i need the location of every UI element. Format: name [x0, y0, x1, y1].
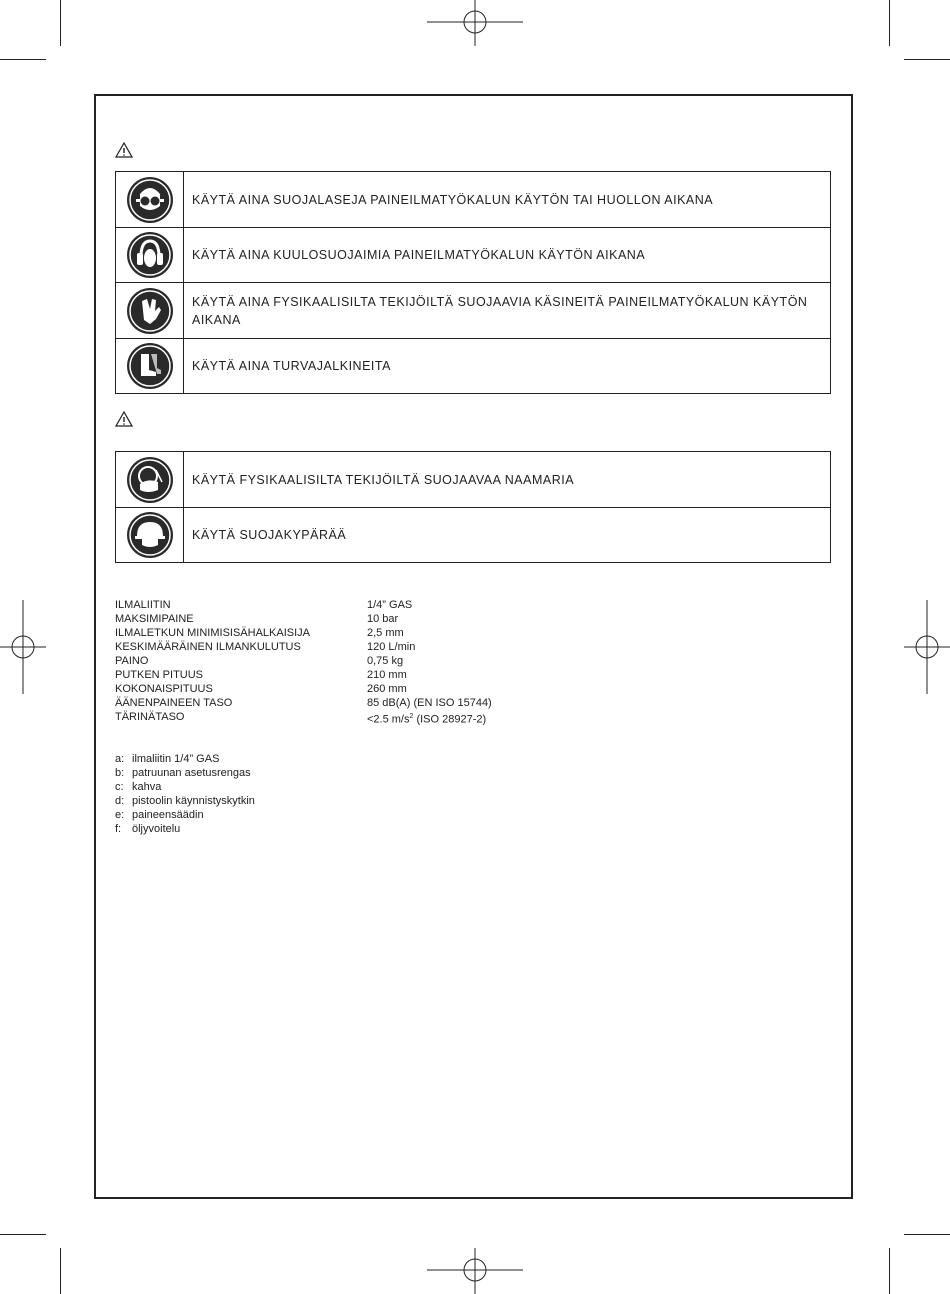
part-text: kahva [132, 781, 162, 793]
spec-label: ÄÄNENPAINEEN TASO [115, 697, 233, 709]
registration-mark-left [0, 600, 46, 694]
icon-cell [116, 228, 184, 282]
list-item [115, 808, 255, 822]
row-text: KÄYTÄ AINA FYSIKAALISILTA TEKIJÖILTÄ SUOJAAVIA KÄSINEITÄ PAINEILMATYÖKALUN KÄYTÖN AIKANA [192, 294, 808, 327]
spec-row [115, 710, 492, 727]
ear-protection-icon [126, 231, 174, 279]
table-row [115, 228, 831, 283]
crop-mark [0, 59, 46, 60]
list-item [115, 794, 255, 808]
spec-row [115, 668, 492, 682]
crop-mark [60, 0, 61, 46]
spec-value: 1/4” GAS [367, 599, 413, 611]
list-item [115, 752, 255, 766]
spec-label: ILMALIITIN [115, 599, 171, 611]
parts-list [115, 752, 255, 836]
part-text: ilmaliitin 1/4” GAS [132, 753, 220, 765]
spec-value [367, 710, 486, 727]
warning-triangle-icon [115, 142, 133, 158]
spec-label: ILMALETKUN MINIMISISÄHALKAISIJA [115, 627, 310, 639]
list-item [115, 822, 255, 836]
icon-cell [116, 452, 184, 507]
warning-triangle-icon [115, 411, 133, 427]
registration-mark-bottom [427, 1246, 523, 1294]
icon-cell [116, 508, 184, 562]
registration-mark-right [904, 600, 950, 694]
hard-hat-icon [126, 511, 174, 559]
spec-row [115, 626, 492, 640]
spec-value: 0,75 kg [367, 655, 404, 667]
vibration-value: <2.5 m/s [367, 713, 410, 726]
spec-label: KESKIMÄÄRÄINEN ILMANKULUTUS [115, 641, 301, 653]
spec-row [115, 640, 492, 654]
crop-mark [60, 1248, 61, 1294]
vibration-exponent: 2 [409, 713, 414, 720]
registration-mark-top [427, 0, 523, 48]
part-letter: f: [115, 823, 122, 835]
ppe-table-recommended [115, 451, 831, 563]
spec-value: 10 bar [367, 613, 399, 625]
spec-row [115, 696, 492, 710]
crop-mark [889, 0, 890, 46]
spec-value: 85 dB(A) (EN ISO 15744) [367, 697, 492, 709]
crop-mark [0, 1234, 46, 1235]
vibration-standard: (ISO 28927-2) [413, 713, 487, 726]
crop-mark [889, 1248, 890, 1294]
list-item [115, 766, 255, 780]
part-letter: c: [115, 781, 124, 793]
spec-label: PUTKEN PITUUS [115, 669, 204, 681]
row-text: KÄYTÄ AINA KUULOSUOJAIMIA PAINEILMATYÖKALUN KÄYTÖN AIKANA [192, 248, 646, 262]
safety-goggles-icon [126, 176, 174, 224]
safety-boots-icon [126, 342, 174, 390]
part-text: paineensäädin [132, 809, 204, 821]
row-text: KÄYTÄ AINA TURVAJALKINEITA [192, 359, 391, 373]
list-item [115, 780, 255, 794]
icon-cell [116, 172, 184, 227]
ppe-table-mandatory [115, 171, 831, 394]
part-letter: a: [115, 753, 125, 765]
part-letter: e: [115, 809, 125, 821]
spec-row [115, 682, 492, 696]
technical-specs [115, 598, 492, 727]
gloves-icon [126, 287, 174, 335]
icon-cell [116, 283, 184, 338]
spec-label: KOKONAISPITUUS [115, 683, 213, 695]
spec-value: 120 L/min [367, 641, 416, 653]
row-text: KÄYTÄ AINA SUOJALASEJA PAINEILMATYÖKALUN KÄYTÖN TAI HUOLLON AIKANA [192, 192, 714, 207]
table-row [115, 172, 831, 228]
part-text: patruunan asetusrengas [132, 767, 251, 779]
spec-row [115, 654, 492, 668]
part-letter: b: [115, 767, 125, 779]
icon-cell [116, 339, 184, 393]
spec-label: PAINO [115, 655, 149, 667]
spec-value: 2,5 mm [367, 627, 404, 639]
spec-row [115, 612, 492, 626]
spec-row [115, 598, 492, 612]
spec-label: MAKSIMIPAINE [115, 613, 194, 625]
spec-value: 260 mm [367, 683, 407, 695]
row-text: KÄYTÄ FYSIKAALISILTA TEKIJÖILTÄ SUOJAAVAA NAAMARIA [192, 472, 575, 487]
part-text: öljyvoitelu [132, 823, 181, 835]
spec-label: TÄRINÄTASO [115, 711, 185, 723]
crop-mark [904, 59, 950, 60]
face-mask-icon [126, 456, 174, 504]
spec-value: 210 mm [367, 669, 407, 681]
table-row [115, 452, 831, 508]
part-letter: d: [115, 795, 125, 807]
part-text: pistoolin käynnistyskytkin [132, 795, 255, 807]
table-row [115, 339, 831, 394]
row-text: KÄYTÄ SUOJAKYPÄRÄÄ [192, 528, 347, 542]
table-row [115, 508, 831, 563]
table-row [115, 283, 831, 339]
crop-mark [904, 1234, 950, 1235]
